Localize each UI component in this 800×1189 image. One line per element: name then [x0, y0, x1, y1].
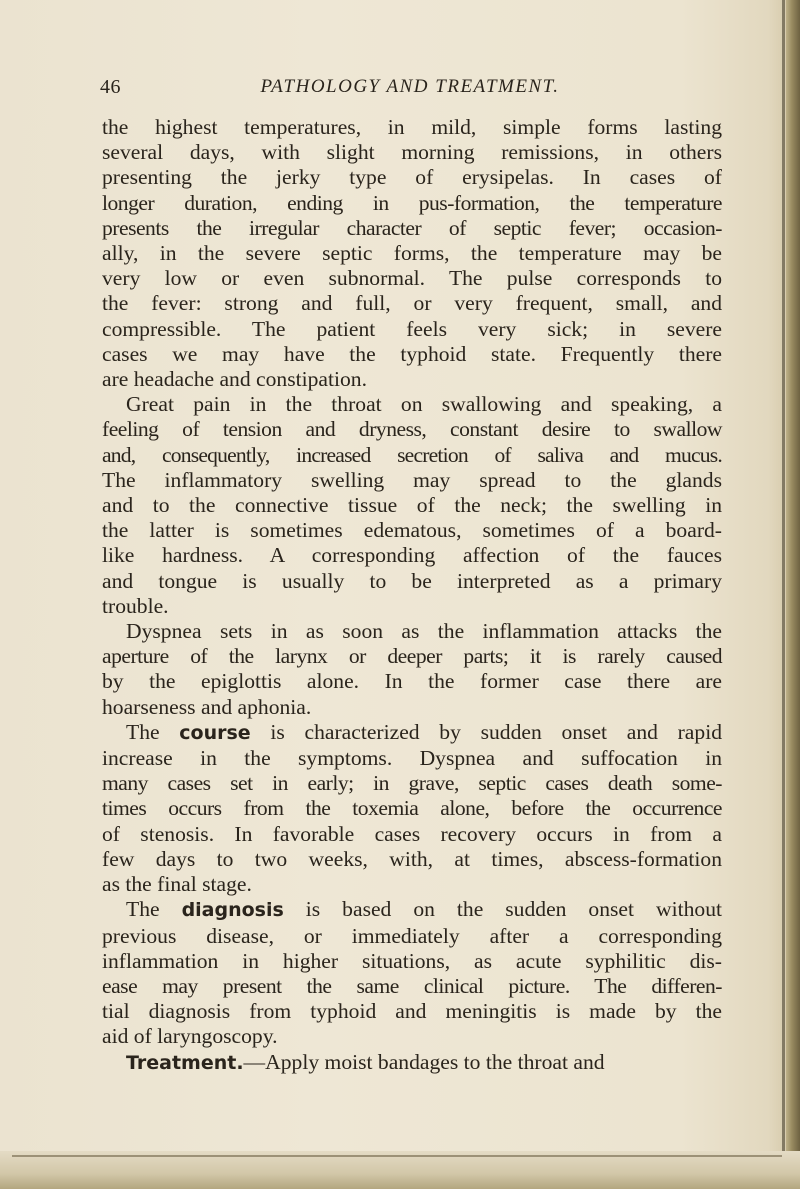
paragraph-start [102, 897, 722, 923]
text-line: and, consequently, increased secretion of saliva and mucus. [102, 442, 722, 467]
text-line: and tongue is usually to be interpreted as a primary [102, 568, 722, 593]
text-line: times occurs from the toxemia alone, before the occurrence [102, 796, 722, 821]
text-line: previous disease, or immediately after a corresponding [102, 923, 722, 948]
text-line: many cases set in early; in grave, septic cases death some- [102, 771, 722, 796]
text-line: are headache and constipation. [102, 367, 367, 392]
page-edge-right [786, 0, 800, 1189]
text-line: few days to two weeks, with, at times, abscess-formation [102, 846, 722, 871]
line-prefix: The [126, 897, 182, 922]
paragraph-start [102, 1050, 722, 1076]
text-line: increase in the symptoms. Dyspnea and suffocation in [102, 746, 722, 771]
text-line: several days, with slight morning remissions, in others [102, 140, 722, 165]
text-line: the highest temperatures, in mild, simple forms lasting [102, 115, 722, 139]
section-term-treatment: Treatment. [126, 1051, 244, 1074]
line-rest: —Apply moist bandages to the throat and [243, 1049, 605, 1074]
section-term-diagnosis: diagnosis [181, 899, 284, 922]
text-line: by the epiglottis alone. In the former case there are [102, 669, 722, 694]
text-line: compressible. The patient feels very sick; in severe [102, 316, 722, 341]
text-line: aid of laryngoscopy. [102, 1024, 278, 1049]
text-line: aperture of the larynx or deeper parts; it is rarely caused [102, 644, 722, 669]
page-header [100, 76, 720, 106]
page-edge-bottom [0, 1151, 800, 1189]
paragraph-start [102, 720, 722, 746]
line-prefix: The [126, 719, 180, 744]
text-line: presents the irregular character of septic fever; occasion- [102, 215, 722, 240]
text-line: the fever: strong and full, or very frequent, small, and [102, 291, 722, 316]
text-line: The inflammatory swelling may spread to the glands [102, 467, 722, 492]
line-rest: is characterized by sudden onset and rapid [250, 719, 722, 744]
text-line: the latter is sometimes edematous, sometimes of a board- [102, 518, 722, 543]
paragraph-start: Great pain in the throat on swallowing and speaking, a [126, 392, 722, 417]
text-line: inflammation in higher situations, as acute syphilitic dis- [102, 948, 722, 973]
text-line: like hardness. A corresponding affection of the fauces [102, 543, 722, 568]
text-line: hoarseness and aphonia. [102, 694, 312, 719]
text-line: tial diagnosis from typhoid and meningitis is made by the [102, 999, 722, 1024]
text-line: and to the connective tissue of the neck; the swelling in [102, 493, 722, 518]
text-line: ally, in the severe septic forms, the temperature may be [102, 241, 722, 266]
text-line: cases we may have the typhoid state. Frequently there [102, 341, 722, 366]
text-line: very low or even subnormal. The pulse corresponds to [102, 266, 722, 291]
text-line: ease may present the same clinical picture. The differen- [102, 973, 722, 998]
text-line: trouble. [102, 593, 169, 618]
body-text [102, 115, 722, 1076]
line-rest: is based on the sudden onset without [283, 897, 722, 922]
text-line: presenting the jerky type of erysipelas. In cases of [102, 165, 722, 190]
running-title: PATHOLOGY AND TREATMENT. [260, 76, 560, 97]
page-number: 46 [100, 76, 121, 98]
text-line: of stenosis. In favorable cases recovery occurs in from a [102, 821, 722, 846]
text-line: feeling of tension and dryness, constant desire to swallow [102, 417, 722, 442]
paragraph-start: Dyspnea sets in as soon as the inflammation attacks the [126, 619, 722, 644]
text-line: as the final stage. [102, 872, 252, 897]
section-term-course: course [179, 721, 251, 744]
text-line: longer duration, ending in pus-formation, the temperature [102, 190, 722, 215]
